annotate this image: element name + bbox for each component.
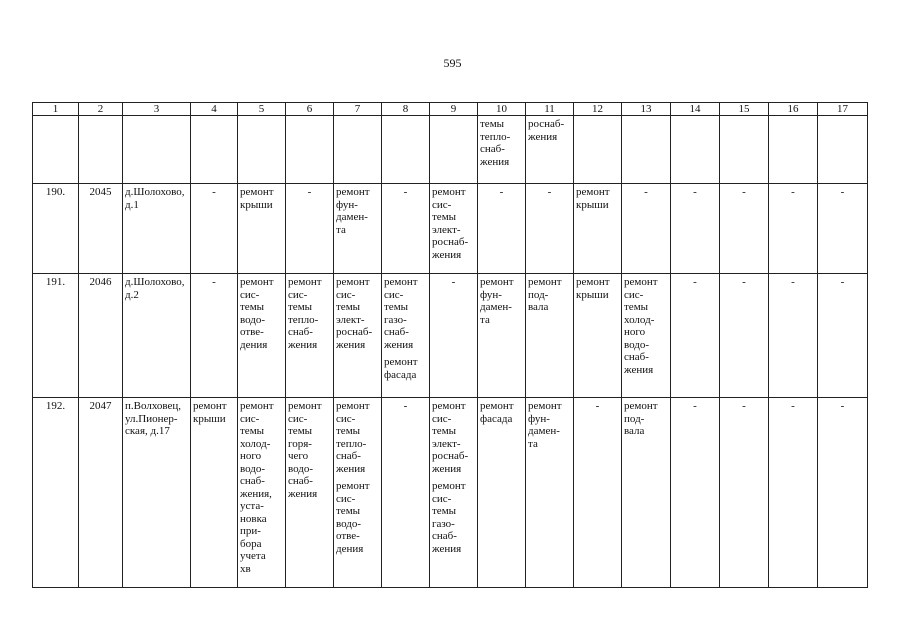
empty-work-cell: - xyxy=(720,274,769,398)
cell-text-line: темы xyxy=(288,425,313,437)
work-cell xyxy=(238,398,286,588)
continuation-cell-15 xyxy=(720,116,769,184)
table-row xyxy=(33,184,868,274)
work-cell xyxy=(574,274,622,398)
cell-text-line: вала xyxy=(528,301,549,313)
continuation-cell-9 xyxy=(430,116,478,184)
cell-text-line: ремонт xyxy=(432,400,466,412)
continuation-cell-14 xyxy=(671,116,720,184)
cell-text-line: ремонт xyxy=(624,400,658,412)
cell-text-line: ремонт xyxy=(432,186,466,198)
cell-text-line: элект- xyxy=(432,437,461,450)
empty-work-cell: - xyxy=(720,398,769,588)
empty-work-cell: - xyxy=(574,398,622,588)
cell-text-line: д.Шолохово, xyxy=(125,276,185,288)
cell-text-line: ул.Пионер- xyxy=(125,412,178,425)
empty-work-cell: - xyxy=(671,398,720,588)
cell-text-line: та xyxy=(528,437,538,450)
cell-text-line: ремонт xyxy=(432,480,466,492)
cell-text-line: дамен- xyxy=(336,211,368,223)
header-cell-8: 8 xyxy=(382,103,430,116)
cell-text-line: сис- xyxy=(384,288,404,301)
cell-text-line: роснаб- xyxy=(432,450,469,462)
cell-text-line: ремонт xyxy=(528,276,562,288)
empty-work-cell: - xyxy=(478,184,526,274)
cell-text-line: ремонт xyxy=(288,400,322,412)
address-cell xyxy=(123,184,191,274)
cell-text-line: жения xyxy=(336,338,366,351)
cell-text-line: холод- xyxy=(624,313,655,326)
cell-text-line: водо- xyxy=(624,338,650,351)
cell-text-line: жения xyxy=(528,130,558,143)
empty-work-cell: - xyxy=(769,184,818,274)
cell-text-line: жения xyxy=(384,338,414,351)
cell-text-line: темы xyxy=(432,505,457,517)
header-row xyxy=(33,103,868,116)
cell-text-line: вала xyxy=(624,425,645,437)
continuation-cell-6 xyxy=(286,116,334,184)
cell-text-line: ремонт xyxy=(288,276,322,288)
continuation-cell-11 xyxy=(526,116,574,184)
cell-text-line: ремонт xyxy=(336,480,370,492)
cell-text-line: фасада xyxy=(480,412,513,425)
work-cell xyxy=(574,184,622,274)
cell-text-line: ремонт xyxy=(336,400,370,412)
cell-text-line: ремонт xyxy=(240,186,274,198)
continuation-cell-12 xyxy=(574,116,622,184)
page-number: 595 xyxy=(443,56,462,70)
empty-work-cell: - xyxy=(671,274,720,398)
cell-text-line: сис- xyxy=(336,412,356,425)
cell-text-line: темы xyxy=(240,425,265,437)
cell-text-line: жения xyxy=(432,542,462,555)
cell-text-line: сис- xyxy=(288,288,308,301)
cell-text-line: сис- xyxy=(240,412,260,425)
cell-text-line: ремонт xyxy=(193,400,227,412)
continuation-cell-1 xyxy=(33,116,79,184)
cell-text-line: жения xyxy=(432,462,462,475)
empty-work-cell: - xyxy=(818,184,868,274)
cell-text-line: ного xyxy=(240,450,262,462)
row-number: 190. xyxy=(33,184,79,274)
cell-text-line: ская, д.17 xyxy=(125,425,170,437)
work-cell xyxy=(286,398,334,588)
cell-text-line: фун- xyxy=(480,288,502,301)
cell-text-line: водо- xyxy=(288,462,314,475)
header-cell-13: 13 xyxy=(622,103,671,116)
cell-text-line: фун- xyxy=(528,412,550,425)
empty-work-cell: - xyxy=(818,398,868,588)
address-cell xyxy=(123,398,191,588)
cell-text-line: бора xyxy=(240,537,262,550)
cell-text-line: отве- xyxy=(240,326,264,338)
cell-text-line: крыши xyxy=(193,412,226,425)
cell-text-line: горя- xyxy=(288,437,312,450)
cell-text-line: при- xyxy=(240,525,261,537)
continuation-cell-4 xyxy=(191,116,238,184)
work-cell xyxy=(526,398,574,588)
cell-text-line: сис- xyxy=(432,492,452,505)
cell-text-line: ремонт xyxy=(624,276,658,288)
cell-text-line: ремонт xyxy=(480,276,514,288)
cell-text-line: д.Шолохово, xyxy=(125,186,185,198)
empty-work-cell: - xyxy=(818,274,868,398)
cell-text-line: темы xyxy=(432,425,457,437)
table-row xyxy=(33,274,868,398)
continuation-cell-13 xyxy=(622,116,671,184)
cell-text-line: темы xyxy=(336,301,361,313)
work-cell xyxy=(430,398,478,588)
header-cell-4: 4 xyxy=(191,103,238,116)
cell-text-line: ремонт xyxy=(336,186,370,198)
cell-text-line: фасада xyxy=(384,368,417,381)
cell-text-line: снаб- xyxy=(432,530,457,542)
work-cell xyxy=(286,274,334,398)
empty-work-cell: - xyxy=(769,398,818,588)
cell-text-line: под- xyxy=(624,412,645,425)
header-cell-9: 9 xyxy=(430,103,478,116)
address-cell xyxy=(123,274,191,398)
empty-work-cell: - xyxy=(720,184,769,274)
cell-text-line: крыши xyxy=(576,288,609,301)
cell-text-line: снаб- xyxy=(240,475,265,487)
header-cell-5: 5 xyxy=(238,103,286,116)
cell-text-line: дения xyxy=(336,542,364,555)
cell-text-line: снаб- xyxy=(480,143,505,155)
work-cell xyxy=(622,274,671,398)
cell-text-line: учета xyxy=(240,550,266,562)
building-code: 2047 xyxy=(79,398,123,588)
cell-text-line: ремонт xyxy=(576,276,610,288)
cell-text-line: холод- xyxy=(240,437,271,450)
work-cell xyxy=(334,274,382,398)
cell-text-line: под- xyxy=(528,288,549,301)
continuation-cell-3 xyxy=(123,116,191,184)
cell-text-line: тепло- xyxy=(336,437,367,450)
empty-work-cell: - xyxy=(382,184,430,274)
cell-text-line: темы xyxy=(240,301,265,313)
work-cell xyxy=(430,184,478,274)
cell-text-line: темы xyxy=(384,301,409,313)
continuation-cell-5 xyxy=(238,116,286,184)
cell-text-line: д.2 xyxy=(125,288,139,301)
cell-text-line: ремонт xyxy=(336,276,370,288)
cell-text-line: ремонт xyxy=(384,356,418,368)
header-cell-11: 11 xyxy=(526,103,574,116)
work-cell xyxy=(191,398,238,588)
cell-text-line: роснаб- xyxy=(336,326,373,338)
row-number: 191. xyxy=(33,274,79,398)
empty-work-cell: - xyxy=(286,184,334,274)
header-cell-7: 7 xyxy=(334,103,382,116)
building-code: 2045 xyxy=(79,184,123,274)
cell-text-line: элект- xyxy=(432,223,461,236)
cell-text-line: сис- xyxy=(432,412,452,425)
cell-text-line: хв xyxy=(240,562,251,575)
cell-text-line: фун- xyxy=(336,198,358,211)
cell-text-line: сис- xyxy=(432,198,452,211)
work-cell xyxy=(334,398,382,588)
cell-text-line: водо- xyxy=(336,517,362,530)
cell-text-line: жения xyxy=(288,487,318,500)
work-cell xyxy=(622,398,671,588)
continuation-cell-2 xyxy=(79,116,123,184)
cell-text-line: жения xyxy=(480,155,510,168)
cell-text-line: ремонт xyxy=(384,276,418,288)
cell-text-line: уста- xyxy=(240,500,264,512)
cell-text-line: жения xyxy=(432,248,462,261)
cell-text-line: жения xyxy=(288,338,318,351)
header-cell-6: 6 xyxy=(286,103,334,116)
header-cell-16: 16 xyxy=(769,103,818,116)
cell-text-line: темы xyxy=(336,425,361,437)
cell-text-line: темы xyxy=(480,118,505,130)
cell-text-line: снаб- xyxy=(288,326,313,338)
cell-text-line: темы xyxy=(624,301,649,313)
row-number: 192. xyxy=(33,398,79,588)
cell-text-line: крыши xyxy=(240,198,273,211)
continuation-cell-8 xyxy=(382,116,430,184)
cell-text-line: снаб- xyxy=(288,475,313,487)
cell-text-line: ремонт xyxy=(528,400,562,412)
work-cell xyxy=(382,274,430,398)
cell-text-line: тепло- xyxy=(288,313,319,326)
cell-text-line: жения, xyxy=(240,487,272,500)
header-cell-1: 1 xyxy=(33,103,79,116)
cell-text-line: сис- xyxy=(240,288,260,301)
work-cell xyxy=(238,274,286,398)
cell-text-line: крыши xyxy=(576,198,609,211)
header-cell-2: 2 xyxy=(79,103,123,116)
header-cell-15: 15 xyxy=(720,103,769,116)
cell-text-line: п.Волховец, xyxy=(125,400,182,412)
cell-text-line: снаб- xyxy=(384,326,409,338)
empty-work-cell: - xyxy=(430,274,478,398)
cell-text-line: газо- xyxy=(384,313,407,326)
continuation-row xyxy=(33,116,868,184)
cell-text-line: та xyxy=(480,313,490,326)
continuation-cell-7 xyxy=(334,116,382,184)
cell-text-line: дения xyxy=(240,338,268,351)
cell-text-line: ного xyxy=(624,326,646,338)
cell-text-line: элект- xyxy=(336,313,365,326)
cell-text-line: темы xyxy=(288,301,313,313)
empty-work-cell: - xyxy=(671,184,720,274)
cell-text-line: водо- xyxy=(240,313,266,326)
cell-text-line: темы xyxy=(432,211,457,223)
work-cell xyxy=(334,184,382,274)
cell-text-line: отве- xyxy=(336,530,360,542)
cell-text-line: снаб- xyxy=(624,351,649,363)
cell-text-line: роснаб- xyxy=(528,118,565,130)
header-cell-14: 14 xyxy=(671,103,720,116)
cell-text-line: дамен- xyxy=(528,425,560,437)
cell-text-line: газо- xyxy=(432,517,455,530)
cell-text-line: сис- xyxy=(336,288,356,301)
header-cell-12: 12 xyxy=(574,103,622,116)
cell-text-line: ремонт xyxy=(576,186,610,198)
continuation-cell-17 xyxy=(818,116,868,184)
cell-text-line: сис- xyxy=(624,288,644,301)
work-cell xyxy=(238,184,286,274)
header-cell-10: 10 xyxy=(478,103,526,116)
table-row xyxy=(33,398,868,588)
continuation-cell-10 xyxy=(478,116,526,184)
cell-text-line: дамен- xyxy=(480,301,512,313)
cell-text-line: чего xyxy=(288,450,309,462)
repair-schedule-table xyxy=(32,102,868,588)
cell-text-line: роснаб- xyxy=(432,236,469,248)
work-cell xyxy=(478,398,526,588)
cell-text-line: та xyxy=(336,223,346,236)
building-code: 2046 xyxy=(79,274,123,398)
cell-text-line: сис- xyxy=(288,412,308,425)
cell-text-line: темы xyxy=(336,505,361,517)
cell-text-line: ремонт xyxy=(240,400,274,412)
empty-work-cell: - xyxy=(526,184,574,274)
empty-work-cell: - xyxy=(191,274,238,398)
work-cell xyxy=(526,274,574,398)
header-cell-17: 17 xyxy=(818,103,868,116)
cell-text-line: водо- xyxy=(240,462,266,475)
work-cell xyxy=(478,274,526,398)
cell-text-line: жения xyxy=(624,363,654,376)
cell-text-line: снаб- xyxy=(336,450,361,462)
table-body xyxy=(33,103,868,588)
empty-work-cell: - xyxy=(622,184,671,274)
continuation-cell-16 xyxy=(769,116,818,184)
cell-text-line: д.1 xyxy=(125,198,139,211)
cell-text-line: тепло- xyxy=(480,130,511,143)
cell-text-line: ремонт xyxy=(240,276,274,288)
empty-work-cell: - xyxy=(769,274,818,398)
header-cell-3: 3 xyxy=(123,103,191,116)
cell-text-line: ремонт xyxy=(480,400,514,412)
cell-text-line: новка xyxy=(240,512,267,525)
empty-work-cell: - xyxy=(191,184,238,274)
cell-text-line: жения xyxy=(336,462,366,475)
empty-work-cell: - xyxy=(382,398,430,588)
cell-text-line: сис- xyxy=(336,492,356,505)
